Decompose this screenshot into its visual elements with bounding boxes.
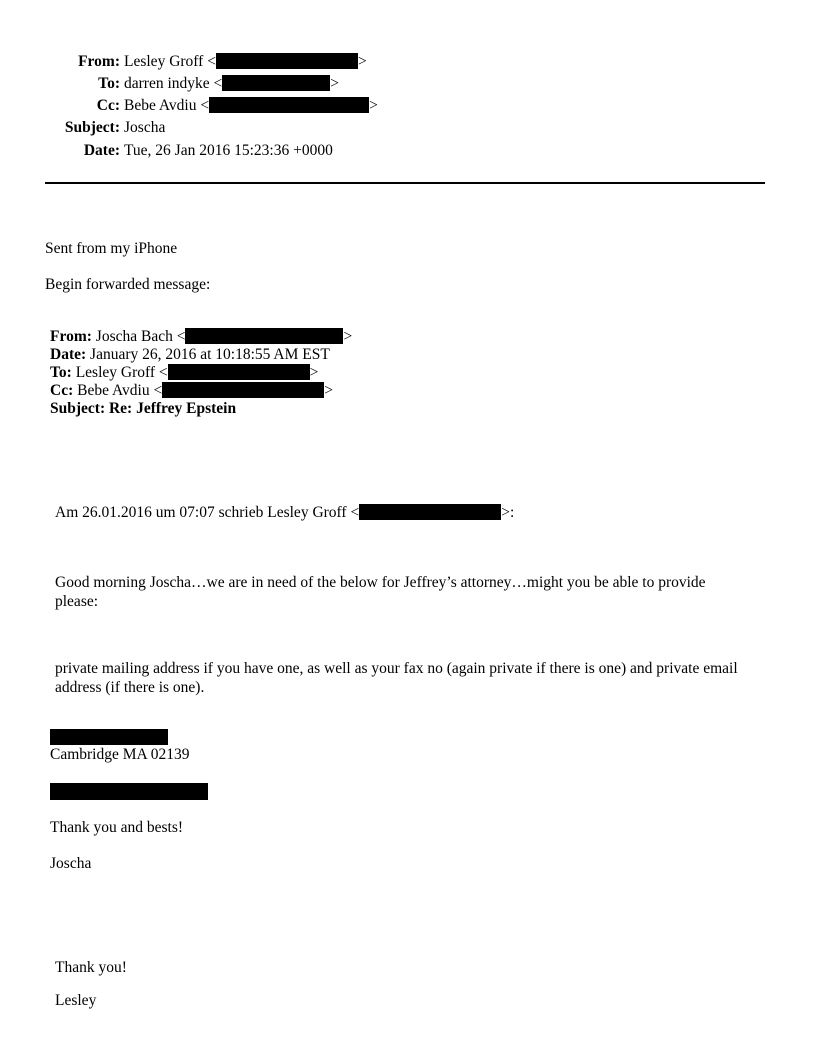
header-from-value: Lesley Groff — [124, 53, 204, 70]
header-cc-row — [0, 95, 600, 117]
redacted-email — [216, 53, 358, 69]
quote-intro-suffix: >: — [501, 504, 515, 521]
sent-from-text: Sent from my iPhone — [45, 240, 178, 257]
forwarded-date-value: January 26, 2016 at 10:18:55 AM EST — [90, 346, 330, 363]
redacted-email — [222, 75, 330, 91]
header-cc-label: Cc: — [96, 97, 120, 114]
redacted-address-block — [50, 729, 168, 745]
header-date-row — [0, 140, 600, 162]
header-to-row — [0, 73, 600, 95]
header-to-label: To: — [98, 75, 120, 92]
redacted-email — [162, 382, 324, 398]
header-to-value: darren indyke — [124, 75, 210, 92]
gt-bracket: > — [369, 97, 378, 114]
gt-bracket: > — [324, 382, 333, 399]
forwarded-date-label: Date: — [50, 346, 87, 363]
gt-bracket: > — [309, 364, 319, 381]
forwarded-to-label: To: — [50, 364, 72, 381]
header-subject-label: Subject: — [64, 119, 120, 136]
forwarded-from-label: From: — [50, 328, 92, 345]
thanks-bests-text: Thank you and bests! — [50, 819, 184, 836]
lt-bracket: < — [207, 53, 216, 70]
signature-lesley: Lesley — [55, 992, 97, 1009]
header-subject-row — [0, 117, 600, 139]
quote-intro-text: Am 26.01.2016 um 07:07 schrieb Lesley Groff — [55, 504, 347, 521]
thank-you-text: Thank you! — [55, 959, 127, 976]
city-line: Cambridge MA 02139 — [50, 746, 190, 763]
redacted-email — [185, 328, 343, 344]
lt-bracket: < — [200, 97, 210, 114]
header-date-value: Tue, 26 Jan 2016 15:23:36 +0000 — [124, 142, 333, 159]
forwarded-cc-label: Cc: — [50, 382, 74, 399]
forwarded-to-row — [50, 364, 318, 382]
private-request-paragraph: private mailing address if you have one, as well as your fax no (again private if there is one) and private email address (if there is one). — [55, 660, 738, 696]
header-from-row — [0, 51, 600, 73]
lt-bracket: < — [176, 328, 186, 345]
lt-bracket: < — [350, 504, 360, 521]
gt-bracket: > — [357, 53, 367, 70]
gt-bracket: > — [343, 328, 353, 345]
header-divider — [45, 182, 765, 184]
redacted-email — [168, 364, 310, 380]
forwarded-to-value: Lesley Groff — [75, 364, 156, 381]
lt-bracket: < — [153, 382, 163, 399]
redacted-contact-block — [50, 783, 208, 800]
lt-bracket: < — [213, 75, 223, 92]
lt-bracket: < — [158, 364, 168, 381]
gt-bracket: > — [330, 75, 340, 92]
forwarded-subject-value: Re: Jeffrey Epstein — [108, 400, 237, 417]
header-from-label: From: — [78, 53, 120, 70]
forwarded-cc-row — [50, 382, 333, 400]
forwarded-from-row — [50, 328, 352, 346]
header-cc-value: Bebe Avdiu — [124, 97, 197, 114]
quote-intro-line — [55, 504, 514, 522]
header-subject-value: Joscha — [124, 119, 166, 136]
signature-joscha: Joscha — [50, 855, 92, 872]
redacted-email — [359, 504, 501, 520]
begin-forwarded-text: Begin forwarded message: — [45, 276, 211, 293]
forwarded-subject-label: Subject: — [50, 400, 106, 417]
forwarded-date-row — [50, 346, 330, 364]
good-morning-paragraph: Good morning Joscha…we are in need of the below for Jeffrey’s attorney…might you be able to provide please: — [55, 574, 706, 610]
redacted-email — [209, 97, 369, 113]
forwarded-subject-row — [50, 400, 236, 418]
header-date-label: Date: — [83, 142, 120, 159]
forwarded-from-value: Joscha Bach — [95, 328, 173, 345]
forwarded-cc-value: Bebe Avdiu — [77, 382, 150, 399]
